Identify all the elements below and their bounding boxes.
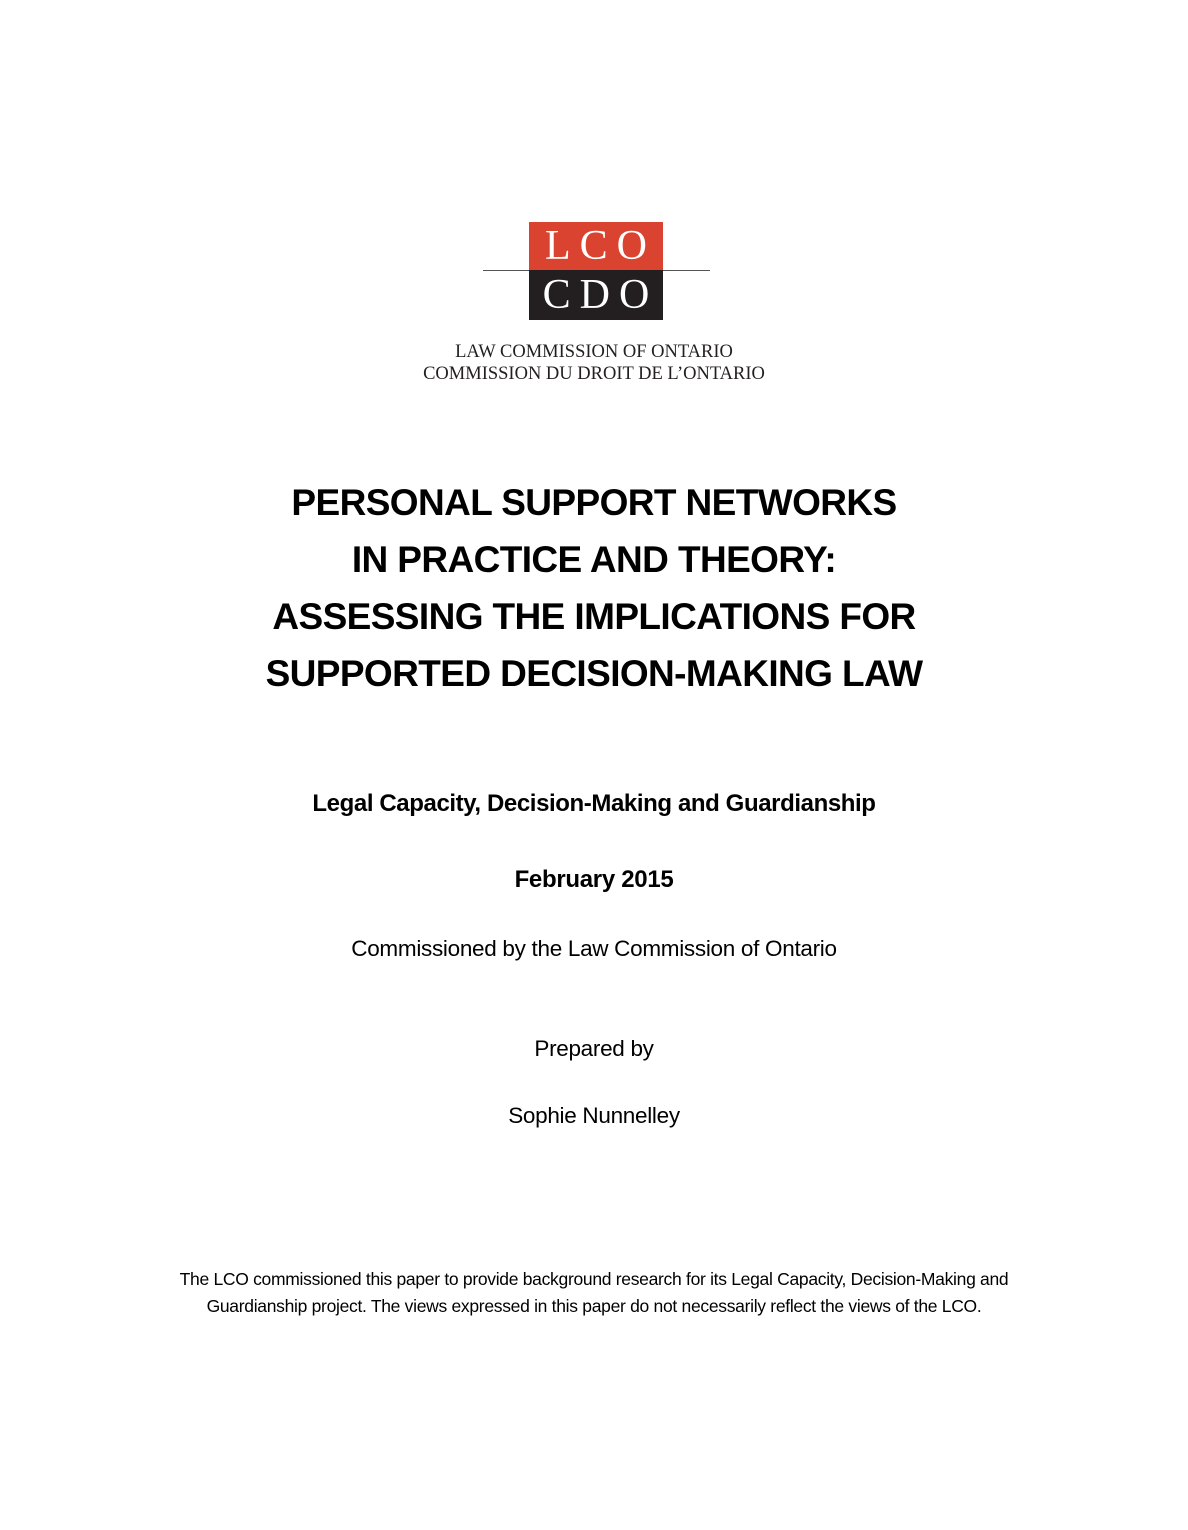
prepared-by-label: Prepared by [534, 1036, 654, 1061]
organization-name-english: LAW COMMISSION OF ONTARIO [455, 342, 733, 362]
logo-bottom-text: CDO [542, 272, 659, 318]
title-line: PERSONAL SUPPORT NETWORKS [291, 482, 897, 523]
organization-name-french: COMMISSION DU DROIT DE L’ONTARIO [423, 364, 765, 384]
title-line: IN PRACTICE AND THEORY: [351, 539, 837, 580]
document-title [0, 474, 1188, 702]
title-line: ASSESSING THE IMPLICATIONS FOR [272, 596, 916, 637]
project-name: Legal Capacity, Decision-Making and Guardianship [312, 790, 876, 817]
commissioned-by: Commissioned by the Law Commission of Ontario [351, 936, 837, 961]
author-name: Sophie Nunnelley [508, 1103, 680, 1128]
title-line: SUPPORTED DECISION-MAKING LAW [265, 653, 923, 694]
logo-top-text: LCO [545, 223, 656, 269]
lco-logo [529, 222, 663, 320]
disclaimer-text: The LCO commissioned this paper to provide background research for its Legal Capacity, Decision-Making and Guardianship project. The views expressed in this paper do not necessarily reflect the views of the LCO. [179, 1269, 1009, 1316]
publication-date: February 2015 [514, 866, 674, 893]
